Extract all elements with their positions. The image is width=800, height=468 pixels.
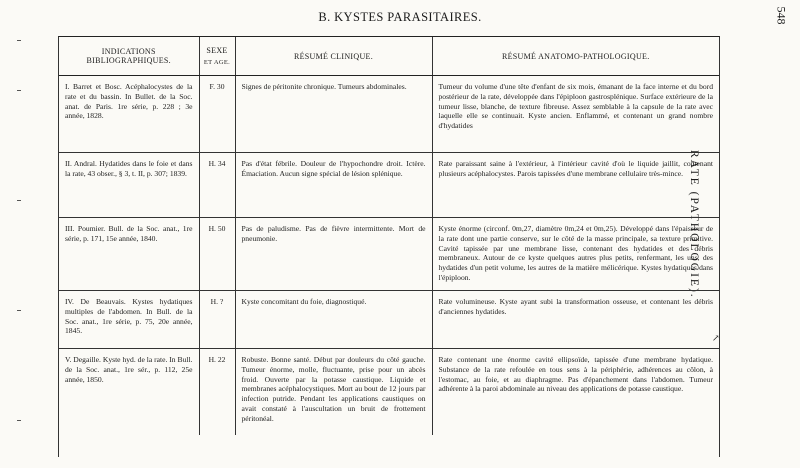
sex-age-cell: H. 34 (199, 153, 235, 218)
table-row (59, 291, 719, 349)
reference-cell: II. Andral. Hydatides dans le foie et dans la rate, 43 obser., § 3, t. II, p. 307; 1839. (59, 153, 199, 218)
anatomo-summary-cell: Rate volumineuse. Kyste ayant subi la transformation osseuse, et contenant les débris d'anciennes hydatides. (432, 291, 719, 349)
sex-age-cell: H. ? (199, 291, 235, 349)
anatomo-summary-cell: Rate contenant une énorme cavité ellipsoïde, tapissée d'une membrane hydatique. Substance de la rate refoulée en tous sens à la périphérie, adhérences au côlon, à l'estomac, au foie, et au diaphragme. Pas d'épanchement dans l'abdomen. Tumeur adhérente à la paroi abdominale au niveau des applications de potasse caustique. (438, 355, 713, 394)
table-row (59, 76, 719, 153)
clinical-summary-cell: Pas d'état fébrile. Douleur de l'hypochondre droit. Ictère. Émaciation. Aucun signe spécial de lésion splénique. (235, 153, 432, 218)
clinical-summary-cell: Robuste. Bonne santé. Début par douleurs du côté gauche. Tumeur énorme, molle, fluctuante, prise pour un abcès froid. Ouverte par la potasse caustique. Liquide et membranes acéphalocystiques. Mort au bout de 12 jours par infection putride. Pendant les applications caustiques on avait constaté à l'auscultation un bruit de frottement péritonéal. (235, 349, 432, 436)
column-header-age: ET AGE. (203, 59, 231, 66)
sex-age-cell: H. 50 (199, 218, 235, 291)
side-running-heading: RATE (PATHOLOGIE). (688, 150, 700, 299)
sex-age-cell: H. 22 (199, 349, 235, 436)
printer-mark-icon: ↗ (712, 333, 720, 343)
reference-cell: III. Poumier. Bull. de la Soc. anat., 1re série, p. 171, 15e année, 1840. (59, 218, 199, 291)
table-row (59, 218, 719, 291)
column-header-sex: SEXE (206, 46, 228, 55)
page-number: 548 (774, 6, 789, 25)
anatomo-summary-cell: Rate paraissant saine à l'extérieur, à l'intérieur cavité d'où le liquide jaillit, contenant plusieurs acéphalocystes. Parois tapissées d'une membrane cellulaire très-mince. (432, 153, 719, 218)
table-header-row (59, 37, 719, 76)
margin-mark (17, 310, 21, 311)
reference-cell: I. Barret et Bosc. Acéphalocystes de la rate et du bassin. In Bullet. de la Soc. anat. de Paris. 1re série, p. 228 ; 3e année, 1828. (59, 76, 199, 153)
clinical-summary-cell: Pas de paludisme. Pas de fièvre intermittente. Mort de pneumonie. (235, 218, 432, 291)
clinical-summary-cell: Signes de péritonite chronique. Tumeurs abdominales. (235, 76, 432, 153)
anatomo-summary-cell: Tumeur du volume d'une tête d'enfant de six mois, émanant de la face interne et du bord postérieur de la rate, développée dans l'épiploon gastrosplénique. Surface extérieure de la tumeur lisse, blanche, de texture fibreuse. Assez semblable à la capsule de la rate avec laquelle elle se continuait. Kyste ancien. Enflammé, et contenant un grand nombre d'hydatides (432, 76, 719, 153)
margin-mark (17, 200, 21, 201)
sex-age-cell: F. 30 (199, 76, 235, 153)
table-row (59, 153, 719, 218)
page-title: B. KYSTES PARASITAIRES. (318, 10, 482, 24)
column-header-clinical: RÉSUMÉ CLINIQUE. (235, 37, 432, 76)
margin-mark (17, 420, 21, 421)
reference-cell: V. Degaille. Kyste hyd. de la rate. In Bull. de la Soc. anat., 1re sér., p. 112, 25e année, 1850. (59, 349, 199, 436)
reference-cell: IV. De Beauvais. Kystes hydatiques multiples de l'abdomen. In Bull. de la Soc. anat., 1re série, p. 75, 20e année, 1845. (59, 291, 199, 349)
column-header-sex-age (199, 37, 235, 76)
cases-table (58, 36, 720, 457)
margin-mark (17, 40, 21, 41)
margin-mark (17, 90, 21, 91)
table-row (59, 349, 719, 436)
column-header-anatomo: RÉSUMÉ ANATOMO-PATHOLOGIQUE. (432, 37, 719, 76)
clinical-summary-cell: Kyste concomitant du foie, diagnostiqué. (235, 291, 432, 349)
column-header-references: INDICATIONS BIBLIOGRAPHIQUES. (59, 37, 199, 76)
anatomo-summary-cell: Kyste énorme (circonf. 0m,27, diamètre 0m,24 et 0m,25). Développé dans l'épaisseur de la rate dont une partie conserve, sur le côté de la masse principale, sa texture primitive. Cavité tapissée par une membrane lisse, contenant des hydatides et des débris membraneux. Autour de ce kyste quelques autres plus petits, renfermant, les uns, des hydatides d'un petit volume, les autres de la matière mélicérique. Kystes hydatiques dans l'épiploon. (432, 218, 719, 291)
